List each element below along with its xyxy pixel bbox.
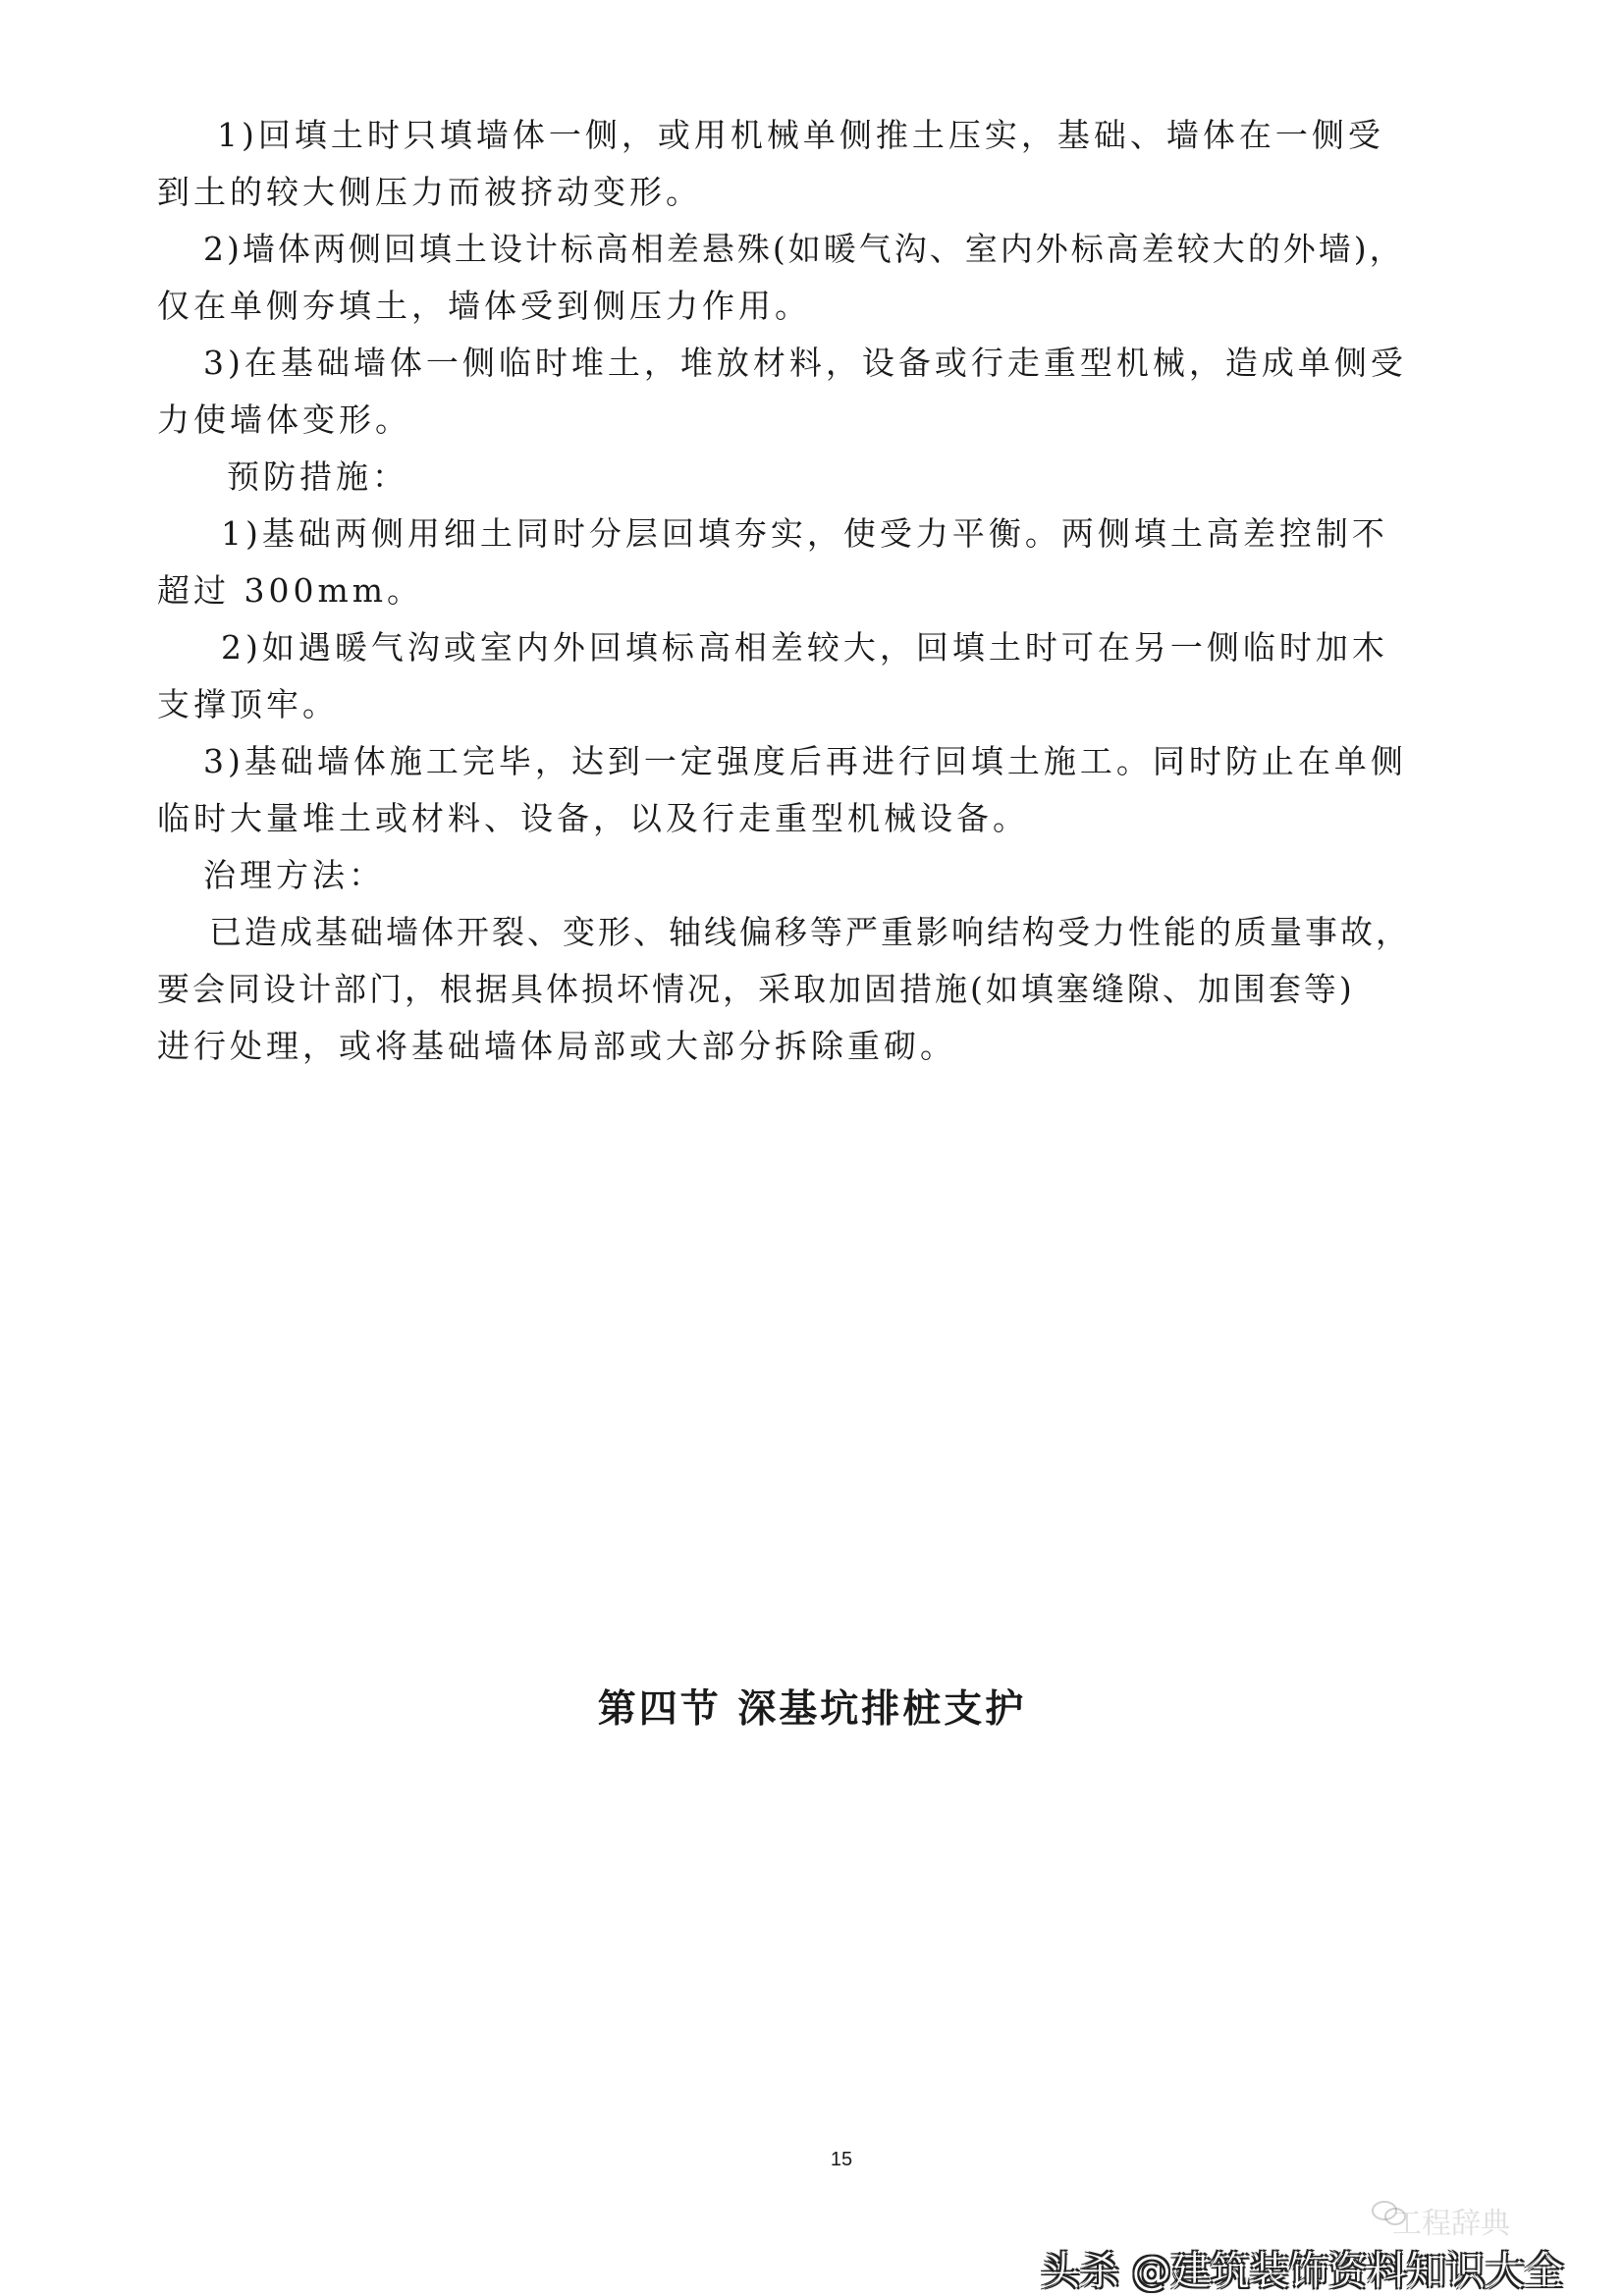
body-line-6: 力使墙体变形。 xyxy=(157,400,411,439)
body-line-15: 已造成基础墙体开裂、变形、轴线偏移等严重影响结构受力性能的质量事故， xyxy=(209,913,1411,951)
heading-treatment: 治理方法： xyxy=(203,856,385,894)
body-line-9: 超过 300mm。 xyxy=(157,571,424,610)
body-line-1: 1)回填土时只填墙体一侧，或用机械单侧推土压实，基础、墙体在一侧受 xyxy=(217,116,1384,154)
page-number: 15 xyxy=(830,2149,853,2170)
body-line-11: 支撑顶牢。 xyxy=(157,685,339,723)
body-line-12: 3)基础墙体施工完毕，达到一定强度后再进行回填土施工。同时防止在单侧 xyxy=(203,742,1407,780)
body-line-16: 要会同设计部门，根据具体损坏情况，采取加固措施(如填塞缝隙、加围套等) xyxy=(157,970,1355,1008)
watermark-faint-text: 工程辞典 xyxy=(1392,2207,1510,2241)
body-line-10: 2)如遇暖气沟或室内外回填标高相差较大，回填土时可在另一侧临时加木 xyxy=(221,628,1388,667)
body-line-3: 2)墙体两侧回填土设计标高相差悬殊(如暖气沟、室内外标高差较大的外墙)， xyxy=(203,230,1405,268)
body-line-2: 到土的较大侧压力而被挤动变形。 xyxy=(157,173,702,211)
heading-prevention: 预防措施： xyxy=(227,457,408,496)
body-line-13: 临时大量堆土或材料、设备，以及行走重型机械设备。 xyxy=(157,799,1029,837)
body-line-4: 仅在单侧夯填土，墙体受到侧压力作用。 xyxy=(157,287,811,325)
body-line-5: 3)在基础墙体一侧临时堆土，堆放材料，设备或行走重型机械，造成单侧受 xyxy=(203,344,1407,382)
section-title: 第四节 深基坑排桩支护 xyxy=(597,1687,1027,1732)
body-line-8: 1)基础两侧用细土同时分层回填夯实，使受力平衡。两侧填土高差控制不 xyxy=(221,514,1388,553)
body-line-17: 进行处理，或将基础墙体局部或大部分拆除重砌。 xyxy=(157,1027,956,1065)
watermark-text: 头杀 @建筑装饰资料知识大全 xyxy=(1041,2249,1564,2294)
